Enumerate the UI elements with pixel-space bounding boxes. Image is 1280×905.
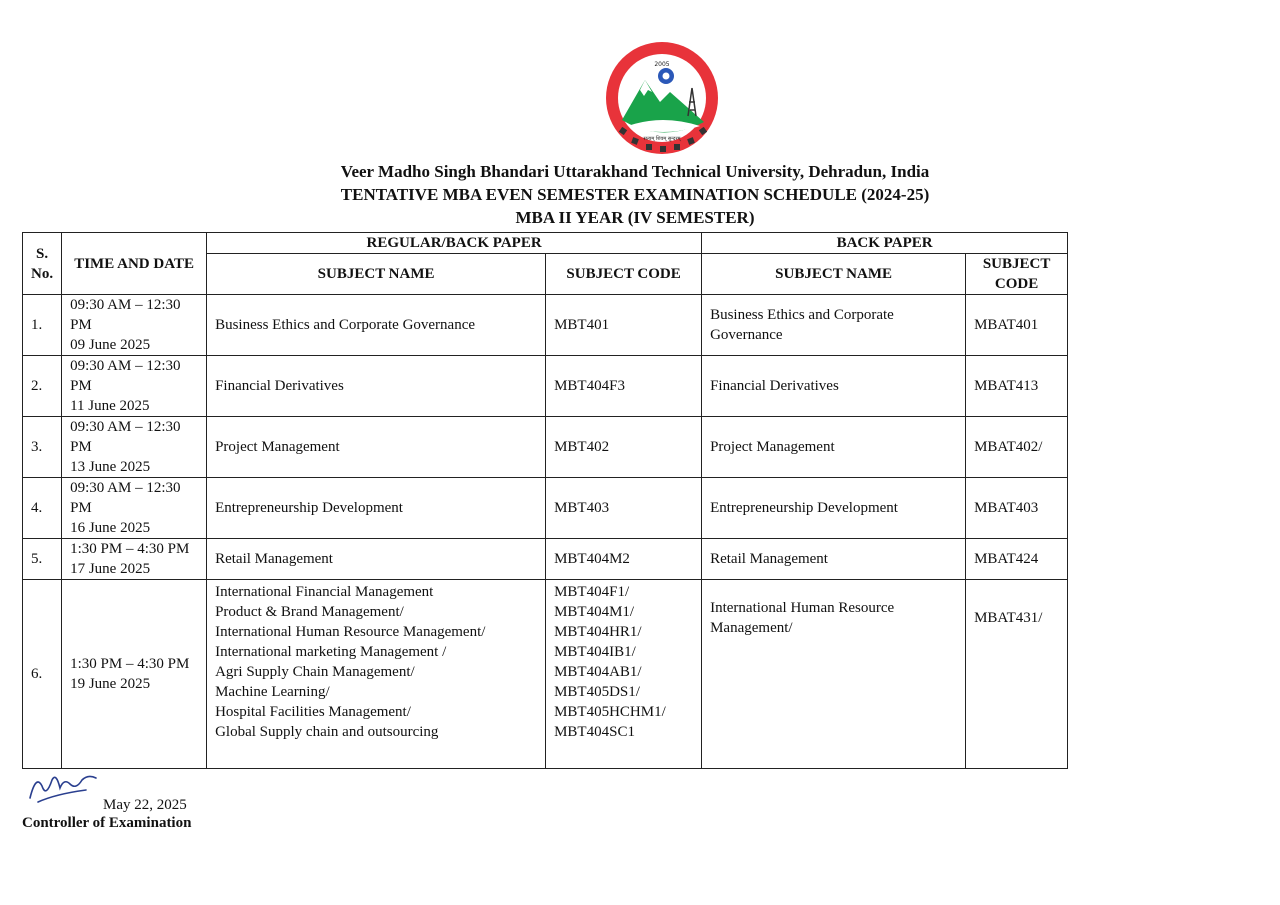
list-item: MBT404HR1/ bbox=[554, 624, 642, 640]
list-item: Machine Learning/ bbox=[215, 684, 330, 700]
cell-sno: 1. bbox=[23, 295, 62, 356]
table-row bbox=[23, 295, 1068, 356]
list-item: International Financial Management bbox=[215, 584, 434, 600]
university-name: Veer Madho Singh Bhandari Uttarakhand Technical University, Dehradun, India bbox=[340, 162, 930, 181]
cell-subject: Project Management bbox=[207, 417, 546, 478]
col-header-time: TIME AND DATE bbox=[62, 233, 207, 295]
cell-back-subject-l1: International Human Resource bbox=[710, 600, 895, 616]
cell-code: MBT404M2 bbox=[546, 539, 702, 580]
cell-code: MBT401 bbox=[546, 295, 702, 356]
cell-back-code: MBAT403 bbox=[966, 478, 1068, 539]
col-header-back-subject-code bbox=[966, 254, 1068, 295]
col-header-sno bbox=[23, 233, 62, 295]
list-item: Global Supply chain and outsourcing bbox=[215, 724, 439, 740]
cell-date: 17 June 2025 bbox=[70, 561, 151, 577]
schedule-title: TENTATIVE MBA EVEN SEMESTER EXAMINATION SCHEDULE (2024-25) bbox=[340, 185, 930, 204]
cell-date: 13 June 2025 bbox=[70, 459, 151, 475]
list-item: International Human Resource Management/ bbox=[215, 624, 486, 640]
group-header-regular: REGULAR/BACK PAPER bbox=[207, 233, 702, 254]
cell-sno: 2. bbox=[23, 356, 62, 417]
table-row bbox=[23, 356, 1068, 417]
cell-subject-list bbox=[207, 580, 546, 769]
cell-back-code: MBAT402/ bbox=[966, 417, 1068, 478]
col-header-sno-l1: S. bbox=[36, 245, 49, 262]
cell-time-date bbox=[62, 356, 207, 417]
logo-year: 2005 bbox=[654, 61, 670, 68]
col-header-subject-name: SUBJECT NAME bbox=[207, 254, 546, 295]
table-row bbox=[23, 478, 1068, 539]
list-item: MBT404F1/ bbox=[554, 584, 630, 600]
list-item: Hospital Facilities Management/ bbox=[215, 704, 411, 720]
table-row bbox=[23, 417, 1068, 478]
signature-date: May 22, 2025 bbox=[103, 797, 187, 813]
cell-date: 11 June 2025 bbox=[70, 398, 150, 414]
cell-date: 09 June 2025 bbox=[70, 337, 151, 353]
cell-code: MBT404F3 bbox=[546, 356, 702, 417]
cell-subject: Retail Management bbox=[207, 539, 546, 580]
cell-time: 1:30 PM – 4:30 PM bbox=[70, 656, 190, 672]
cell-time-date bbox=[62, 295, 207, 356]
signatory-role: Controller of Examination bbox=[22, 815, 192, 831]
cell-subject: Entrepreneurship Development bbox=[207, 478, 546, 539]
cell-back-code: MBAT431/ bbox=[966, 580, 1068, 769]
cell-time: 09:30 AM – 12:30 PM bbox=[70, 297, 181, 333]
col-header-subject-code: SUBJECT CODE bbox=[546, 254, 702, 295]
list-item: Product & Brand Management/ bbox=[215, 604, 404, 620]
cell-sno: 4. bbox=[23, 478, 62, 539]
signature bbox=[26, 768, 106, 808]
cell-time-date bbox=[62, 580, 207, 769]
list-item: Agri Supply Chain Management/ bbox=[215, 664, 415, 680]
col-header-back-code-l2: CODE bbox=[994, 276, 1039, 292]
cell-time-date bbox=[62, 478, 207, 539]
group-header-back: BACK PAPER bbox=[702, 233, 1068, 254]
col-header-back-code-l1: SUBJECT bbox=[982, 256, 1051, 272]
cell-back-subject: Retail Management bbox=[702, 539, 966, 580]
cell-date: 16 June 2025 bbox=[70, 520, 151, 536]
list-item: International marketing Management / bbox=[215, 644, 447, 660]
col-header-back-subject-name: SUBJECT NAME bbox=[702, 254, 966, 295]
table-header-row-1 bbox=[23, 233, 1068, 254]
cell-back-subject: Business Ethics and Corporate Governance bbox=[702, 295, 966, 356]
list-item: MBT405HCHM1/ bbox=[554, 704, 666, 720]
list-item: MBT404M1/ bbox=[554, 604, 635, 620]
cell-time: 1:30 PM – 4:30 PM bbox=[70, 541, 190, 557]
cell-code-list bbox=[546, 580, 702, 769]
list-item: MBT404SC1 bbox=[554, 724, 635, 740]
university-logo bbox=[600, 40, 726, 160]
cell-date: 19 June 2025 bbox=[70, 676, 151, 692]
col-header-sno-l2: No. bbox=[31, 265, 54, 282]
cell-back-subject: Financial Derivatives bbox=[702, 356, 966, 417]
cell-time: 09:30 AM – 12:30 PM bbox=[70, 480, 181, 516]
cell-back-code: MBAT401 bbox=[966, 295, 1068, 356]
list-item: MBT404AB1/ bbox=[554, 664, 642, 680]
cell-subject: Business Ethics and Corporate Governance bbox=[207, 295, 546, 356]
cell-back-subject: Entrepreneurship Development bbox=[702, 478, 966, 539]
year-semester: MBA II YEAR (IV SEMESTER) bbox=[515, 208, 755, 227]
table-row bbox=[23, 580, 1068, 769]
cell-subject: Financial Derivatives bbox=[207, 356, 546, 417]
cell-back-subject bbox=[702, 580, 966, 769]
cell-back-code: MBAT413 bbox=[966, 356, 1068, 417]
cell-time-date bbox=[62, 417, 207, 478]
cell-time: 09:30 AM – 12:30 PM bbox=[70, 358, 181, 394]
list-item: MBT404IB1/ bbox=[554, 644, 636, 660]
cell-sno: 6. bbox=[23, 580, 62, 769]
cell-time-date bbox=[62, 539, 207, 580]
cell-back-subject: Project Management bbox=[702, 417, 966, 478]
cell-code: MBT403 bbox=[546, 478, 702, 539]
table-row bbox=[23, 539, 1068, 580]
logo-motto: सत्यम् शिवम् सुन्दरम् bbox=[643, 136, 681, 142]
cell-time: 09:30 AM – 12:30 PM bbox=[70, 419, 181, 455]
cell-back-code: MBAT424 bbox=[966, 539, 1068, 580]
exam-schedule-table bbox=[22, 232, 1068, 769]
list-item: MBT405DS1/ bbox=[554, 684, 640, 700]
cell-sno: 5. bbox=[23, 539, 62, 580]
cell-sno: 3. bbox=[23, 417, 62, 478]
cell-back-subject-l2: Management/ bbox=[710, 620, 793, 636]
cell-code: MBT402 bbox=[546, 417, 702, 478]
